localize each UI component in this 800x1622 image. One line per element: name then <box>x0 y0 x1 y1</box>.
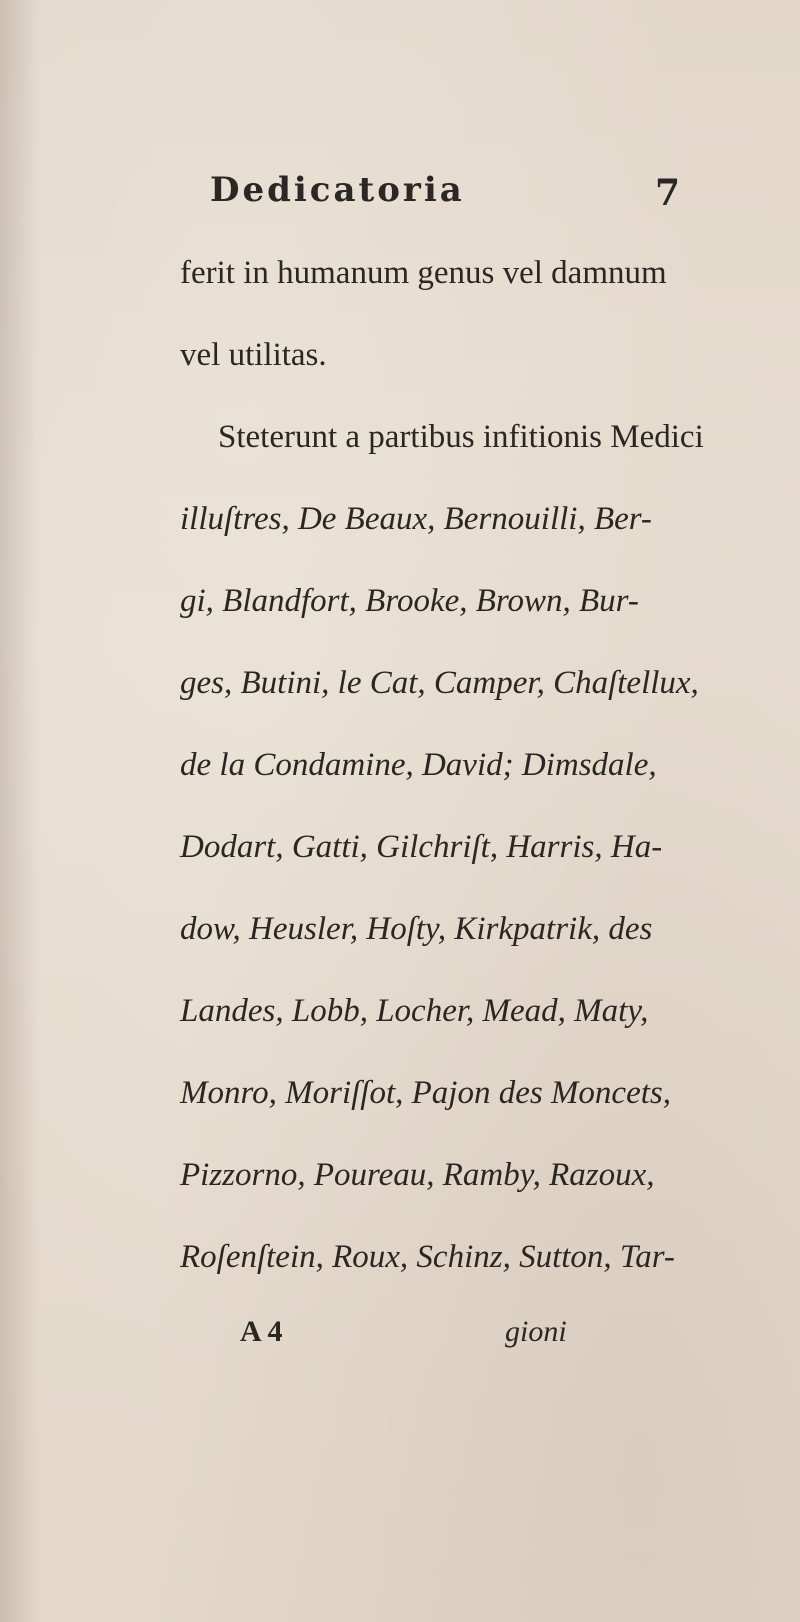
page-footer <box>240 1315 720 1375</box>
text-line-1: ferit in humanum genus vel damnum <box>180 255 667 291</box>
text-line-7: de la Condamine, David; Dimsdale, <box>180 747 657 783</box>
gutter-shadow <box>0 0 40 1622</box>
body-text <box>180 232 780 1298</box>
text-line-12: Pizzorno, Poureau, Ramby, Razoux, <box>180 1157 655 1193</box>
page-number: 7 <box>654 172 680 214</box>
running-head: Dedicatoria <box>210 170 465 210</box>
catchword: gioni <box>505 1315 567 1348</box>
text-line-13: Roſenſtein, Roux, Schinz, Sutton, Tar- <box>180 1239 675 1275</box>
text-line-10: Landes, Lobb, Locher, Mead, Maty, <box>180 993 649 1029</box>
text-line-9: dow, Heusler, Hoſty, Kirkpatrik, des <box>180 911 653 947</box>
text-line-6: ges, Butini, le Cat, Camper, Chaſtellux, <box>180 665 699 701</box>
page-header <box>210 170 680 230</box>
text-line-11: Monro, Moriſſot, Pajon des Moncets, <box>180 1075 671 1111</box>
text-line-4: illuſtres, De Beaux, Bernouilli, Ber- <box>180 501 652 537</box>
text-line-5: gi, Blandfort, Brooke, Brown, Bur- <box>180 583 639 619</box>
text-line-2: vel utilitas. <box>180 337 327 373</box>
text-line-8: Dodart, Gatti, Gilchriſt, Harris, Ha- <box>180 829 663 865</box>
text-line-3: Steterunt a partibus infitionis Medici <box>218 419 704 455</box>
signature-mark: A 4 <box>240 1315 283 1348</box>
